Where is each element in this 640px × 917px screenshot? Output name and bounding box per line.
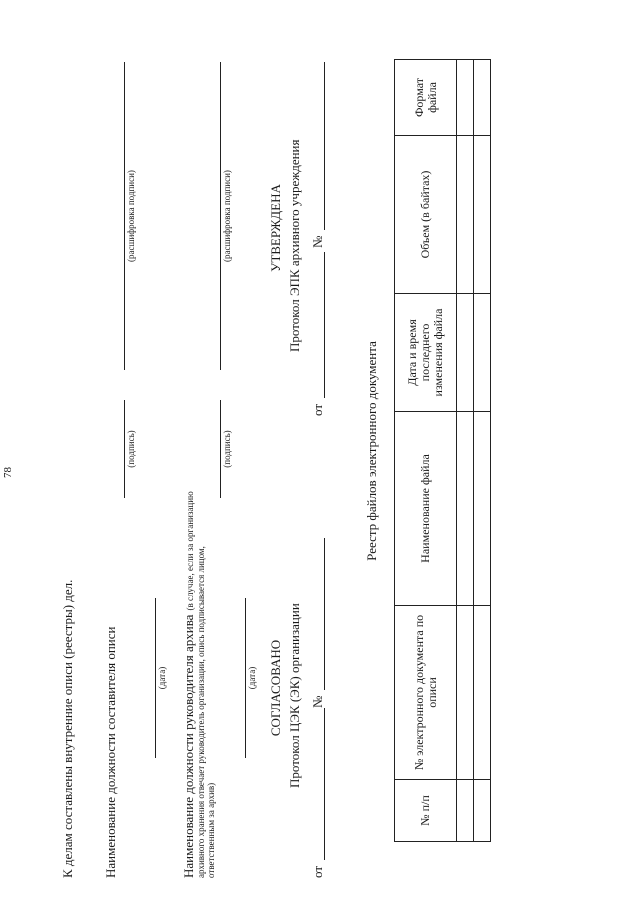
archive-head-signature-label: (подпись)	[222, 430, 232, 468]
compiler-decoding-line	[124, 62, 125, 370]
archive-head-date-line	[245, 598, 246, 758]
header-cell-modified	[395, 294, 457, 412]
approved-number-line	[324, 62, 325, 230]
archive-head-date-label: (дата)	[247, 666, 257, 690]
approved-number: №	[310, 235, 325, 248]
header-line: № п/п	[418, 795, 432, 826]
header-cell-file-name	[395, 412, 457, 606]
table-cell	[457, 294, 474, 412]
intro-text: К делам составлены внутренние описи (реестры) дел.	[60, 579, 75, 878]
approved-heading: УТВЕРЖДЕНА	[268, 184, 283, 272]
agreed-date-line	[324, 708, 325, 860]
compiler-date-label: (дата)	[157, 666, 167, 690]
table-row	[457, 60, 474, 842]
table-cell	[457, 412, 474, 606]
archive-head-decoding-label: (расшифровка подписи)	[222, 170, 232, 262]
header-line: последнего	[418, 323, 432, 382]
header-cell-size	[395, 136, 457, 294]
header-line: № электронного документа по	[411, 614, 426, 771]
registry-body	[457, 60, 491, 842]
table-cell	[474, 606, 491, 780]
table-cell	[474, 780, 491, 842]
table-cell	[474, 294, 491, 412]
header-line: изменения файла	[431, 308, 445, 397]
agreed-number-line	[324, 538, 325, 690]
compiler-decoding-label: (расшифровка подписи)	[126, 170, 136, 262]
table-cell	[474, 412, 491, 606]
table-cell	[474, 136, 491, 294]
archive-head-note-inline: (в случае, если за организацию	[185, 491, 195, 611]
table-cell	[474, 60, 491, 136]
table-cell	[457, 136, 474, 294]
archive-head-note-line3: ответственным за архив)	[206, 782, 216, 878]
agreed-protocol: Протокол ЦЭК (ЭК) организации	[287, 603, 302, 788]
header-line: описи	[424, 677, 439, 708]
rotated-sheet	[2, 38, 500, 878]
archive-head-signature-line	[220, 400, 221, 498]
header-cell-number	[395, 780, 457, 842]
compiler-title: Наименование должности составителя описи	[103, 626, 118, 878]
header-line: файла	[424, 82, 439, 113]
agreed-heading: СОГЛАСОВАНО	[268, 639, 283, 737]
header-line: Дата и время	[405, 319, 419, 386]
page-number: 78	[2, 467, 14, 478]
archive-head-decoding-line	[220, 62, 221, 370]
approved-from: от	[310, 403, 325, 416]
header-cell-format	[395, 60, 457, 136]
agreed-number: №	[310, 695, 325, 708]
compiler-signature-label: (подпись)	[126, 430, 136, 468]
table-cell	[457, 780, 474, 842]
header-line: Наименование файла	[418, 454, 432, 563]
header-line: Объем (в байтах)	[418, 170, 432, 259]
registry-table	[394, 59, 491, 842]
archive-head-note-line2: архивного хранения отвечает руководитель организации, опись подписывается лицом,	[196, 546, 206, 878]
header-cell-doc-number	[395, 606, 457, 780]
compiler-date-line	[155, 598, 156, 758]
compiler-signature-line	[124, 400, 125, 498]
agreed-from: от	[310, 865, 325, 878]
registry-title: Реестр файлов электронного документа	[364, 341, 379, 561]
table-row	[474, 60, 491, 842]
approved-date-line	[324, 252, 325, 398]
archive-head-title: Наименование должности руководителя архива (в случае, если за организацию	[181, 491, 196, 878]
approved-protocol: Протокол ЭПК архивного учреждения	[287, 139, 302, 352]
header-line: Формат	[411, 77, 426, 118]
table-cell	[457, 606, 474, 780]
table-cell	[457, 60, 474, 136]
registry-header-row	[395, 60, 457, 842]
